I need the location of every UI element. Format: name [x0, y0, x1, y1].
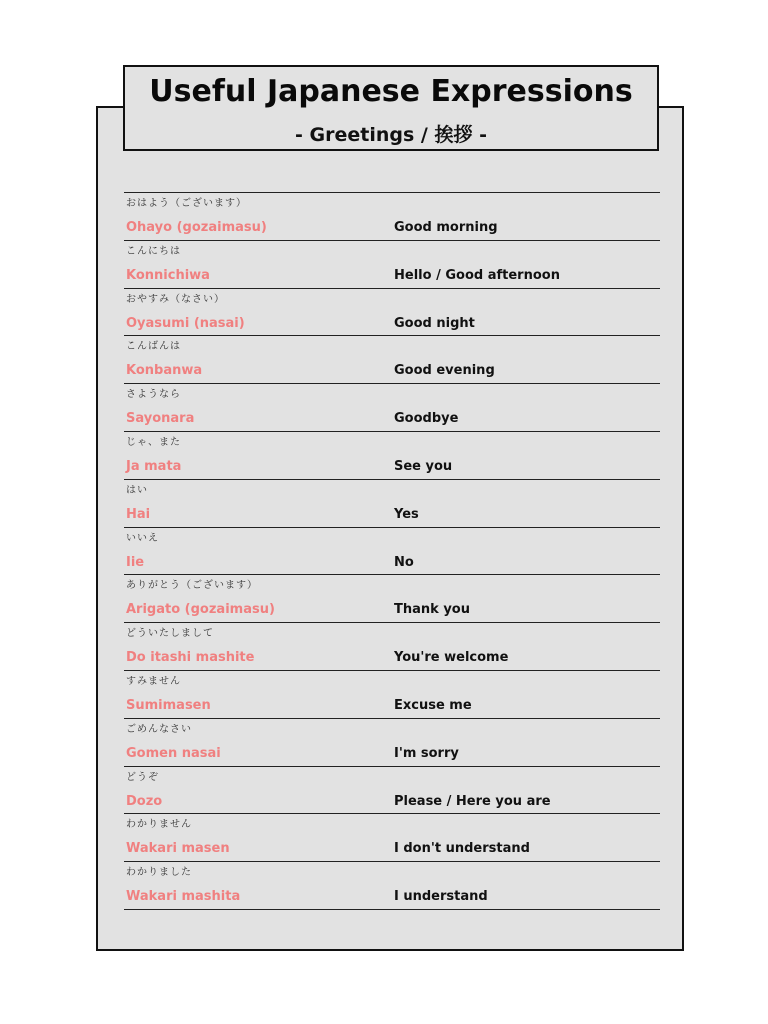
english-text: Yes [394, 506, 419, 522]
expression-row [124, 813, 660, 861]
expression-row [124, 766, 660, 814]
romaji-text: Gomen nasai [126, 745, 221, 761]
title-box [123, 65, 659, 151]
romaji-text: Oyasumi (nasai) [126, 315, 245, 331]
kana-text: ありがとう（ございます） [126, 580, 258, 592]
romaji-text: Hai [126, 506, 151, 522]
page-title: Useful Japanese Expressions [149, 74, 633, 109]
romaji-text: Arigato (gozaimasu) [126, 602, 275, 618]
romaji-text: Sumimasen [126, 697, 211, 713]
expression-row [124, 240, 660, 288]
english-text: I don't understand [394, 841, 530, 857]
kana-text: はい [126, 484, 148, 496]
english-text: Excuse me [394, 697, 472, 713]
romaji-text: Ja mata [126, 458, 182, 474]
english-text: Please / Here you are [394, 793, 551, 809]
expression-row [124, 383, 660, 431]
kana-text: ごめんなさい [126, 723, 192, 735]
english-text: You're welcome [394, 650, 509, 666]
expression-row [124, 718, 660, 766]
romaji-text: Do itashi mashite [126, 650, 255, 666]
english-text: I'm sorry [394, 745, 459, 761]
kana-text: こんにちは [126, 245, 181, 257]
page-subtitle: - Greetings / 挨拶 - [295, 124, 487, 146]
english-text: I understand [394, 889, 488, 905]
romaji-text: Iie [126, 554, 145, 570]
romaji-text: Sayonara [126, 411, 195, 427]
expression-list [124, 192, 660, 910]
english-text: Good night [394, 315, 475, 331]
kana-text: わかりません [126, 819, 192, 831]
expression-row [124, 192, 660, 240]
expression-row [124, 670, 660, 718]
kana-text: すみません [126, 675, 181, 687]
english-text: Good evening [394, 363, 495, 379]
romaji-text: Wakari mashita [126, 889, 241, 905]
english-text: Goodbye [394, 411, 459, 427]
kana-text: いいえ [126, 532, 159, 544]
expression-row [124, 479, 660, 527]
expression-row [124, 527, 660, 575]
expression-row [124, 431, 660, 479]
kana-text: おはよう（ございます） [126, 198, 247, 209]
expression-row [124, 288, 660, 336]
english-text: See you [394, 458, 453, 474]
expression-row [124, 574, 660, 622]
romaji-text: Dozo [126, 793, 163, 809]
english-text: No [394, 554, 414, 570]
expression-row [124, 622, 660, 670]
english-text: Hello / Good afternoon [394, 267, 560, 283]
kana-text: こんばんは [126, 341, 181, 353]
english-text: Thank you [394, 602, 470, 618]
romaji-text: Ohayo (gozaimasu) [126, 220, 267, 235]
kana-text: わかりました [126, 867, 192, 879]
expression-row [124, 861, 660, 910]
kana-text: どうぞ [126, 771, 159, 783]
romaji-text: Konbanwa [126, 363, 203, 379]
english-text: Good morning [394, 220, 498, 235]
kana-text: どういたしまして [126, 628, 214, 640]
kana-text: おやすみ（なさい） [126, 293, 225, 305]
romaji-text: Konnichiwa [126, 267, 210, 283]
kana-text: じゃ、また [126, 436, 181, 448]
kana-text: さようなら [126, 389, 181, 401]
romaji-text: Wakari masen [126, 841, 230, 857]
expression-row [124, 335, 660, 383]
